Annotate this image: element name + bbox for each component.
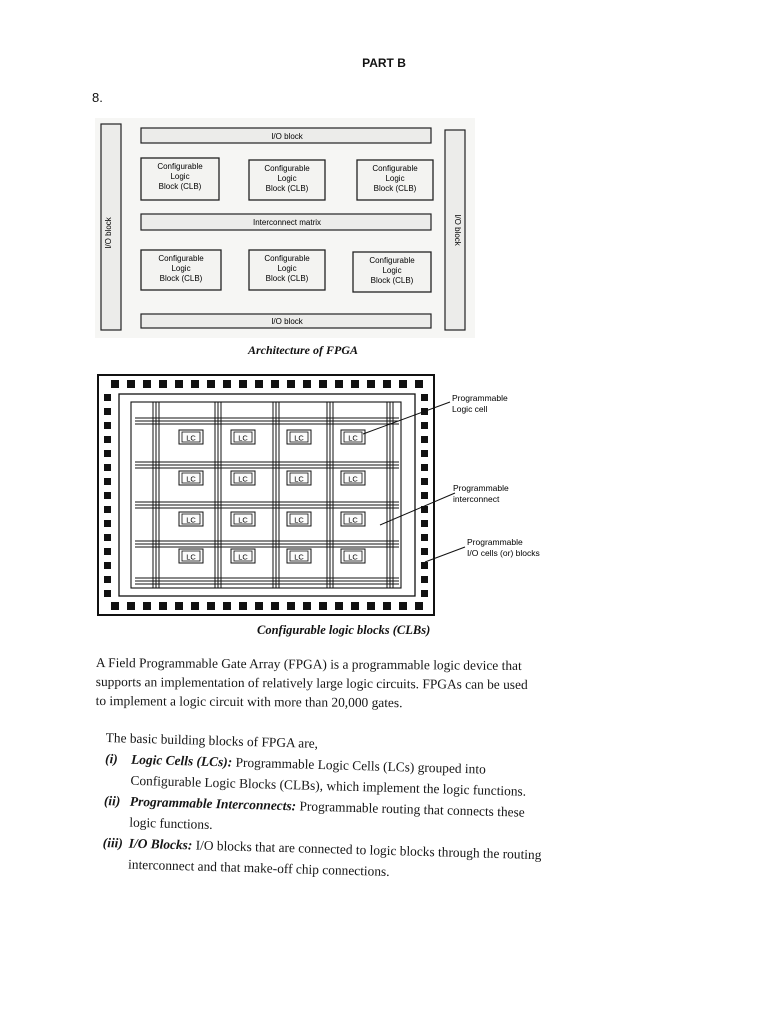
io-pad bbox=[421, 422, 428, 429]
clb-block bbox=[249, 160, 325, 200]
io-pad bbox=[319, 602, 327, 610]
io-pad bbox=[175, 380, 183, 388]
logic-cell-label: LC bbox=[186, 515, 196, 525]
callout-label-interconnect-line2: interconnect bbox=[453, 494, 500, 504]
io-pad bbox=[223, 380, 231, 388]
io-pad bbox=[175, 602, 183, 610]
building-blocks-heading: The basic building blocks of FPGA are, bbox=[105, 729, 319, 751]
io-pad bbox=[421, 464, 428, 471]
svg-text:Logic: Logic bbox=[385, 174, 405, 183]
io-pad bbox=[421, 520, 428, 527]
clb-block bbox=[357, 160, 433, 200]
io-block-right-label: I/O block bbox=[453, 214, 462, 246]
io-pad bbox=[159, 602, 167, 610]
list-item-number: (iii) bbox=[102, 834, 124, 851]
svg-text:Block (CLB): Block (CLB) bbox=[158, 182, 202, 191]
interconnect-matrix-label: Interconnect matrix bbox=[252, 218, 322, 227]
io-pad bbox=[271, 602, 279, 610]
io-pad bbox=[223, 602, 231, 610]
io-pad bbox=[399, 602, 407, 610]
logic-cell-label: LC bbox=[348, 433, 358, 443]
io-pad bbox=[421, 576, 428, 583]
io-pad bbox=[104, 562, 111, 569]
list-item-continuation: logic functions. bbox=[129, 814, 213, 833]
io-pad bbox=[191, 602, 199, 610]
callout-label-logic-cell-line2: Logic cell bbox=[452, 404, 488, 414]
logic-cell-label: LC bbox=[238, 515, 248, 525]
svg-text:Configurable: Configurable bbox=[264, 254, 310, 263]
svg-text:Logic: Logic bbox=[277, 264, 297, 273]
io-pad bbox=[239, 602, 247, 610]
io-pad bbox=[104, 408, 111, 415]
io-pad bbox=[335, 602, 343, 610]
logic-cell-label: LC bbox=[238, 433, 248, 443]
io-pad bbox=[421, 394, 428, 401]
list-item-text: Programmable routing that connects these bbox=[295, 798, 525, 820]
io-pad bbox=[271, 380, 279, 388]
page-heading: PART B bbox=[362, 56, 406, 70]
question-number: 8. bbox=[92, 90, 103, 105]
figure1-caption: Architecture of FPGA bbox=[248, 343, 358, 357]
callout-label-interconnect-line1: Programmable bbox=[453, 483, 509, 493]
io-pad bbox=[104, 548, 111, 555]
io-pad bbox=[421, 548, 428, 555]
svg-text:Logic: Logic bbox=[171, 264, 191, 273]
io-pad bbox=[351, 380, 359, 388]
chip-frame bbox=[98, 375, 434, 615]
svg-text:Configurable: Configurable bbox=[158, 254, 204, 263]
callout-label-logic-cell-line1: Programmable bbox=[452, 393, 508, 403]
io-pad bbox=[319, 380, 327, 388]
io-pad bbox=[111, 380, 119, 388]
svg-text:Block (CLB): Block (CLB) bbox=[265, 274, 309, 283]
svg-text:Block (CLB): Block (CLB) bbox=[159, 274, 203, 283]
logic-cell-label: LC bbox=[238, 552, 248, 562]
logic-cell-label: LC bbox=[186, 433, 196, 443]
building-blocks-section bbox=[102, 727, 666, 890]
io-pad bbox=[421, 562, 428, 569]
logic-cell-label: LC bbox=[238, 474, 248, 484]
list-item-continuation: interconnect and that make-off chip connections. bbox=[127, 856, 390, 879]
logic-cell-label: LC bbox=[348, 515, 358, 525]
list-item-text: Programmable Logic Cells (LCs) grouped into bbox=[232, 754, 486, 777]
intro-line-1: A Field Programmable Gate Array (FPGA) is a programmable logic device that bbox=[95, 654, 522, 673]
io-pad bbox=[104, 450, 111, 457]
io-pad bbox=[421, 534, 428, 541]
io-pad bbox=[367, 380, 375, 388]
io-pad bbox=[351, 602, 359, 610]
logic-cell-label: LC bbox=[294, 552, 304, 562]
svg-text:Configurable: Configurable bbox=[157, 162, 203, 171]
clb-block bbox=[353, 252, 431, 292]
callout-line-interconnect bbox=[380, 493, 455, 525]
io-block-top-label: I/O block bbox=[271, 132, 303, 141]
io-pad bbox=[335, 380, 343, 388]
io-pad bbox=[421, 478, 428, 485]
intro-line-2: supports an implementation of relatively large logic circuits. FPGAs can be used bbox=[95, 673, 528, 693]
io-pad bbox=[104, 436, 111, 443]
io-block-bottom-label: I/O block bbox=[271, 317, 303, 326]
io-pad bbox=[421, 590, 428, 597]
io-pad bbox=[127, 380, 135, 388]
callout-label-io-cells-line2: I/O cells (or) blocks bbox=[467, 548, 540, 558]
callout-line-io-cells bbox=[425, 547, 465, 562]
figure2-caption: Configurable logic blocks (CLBs) bbox=[257, 623, 431, 637]
io-pad bbox=[239, 380, 247, 388]
logic-cell-label: LC bbox=[186, 474, 196, 484]
logic-cell-label: LC bbox=[186, 552, 196, 562]
svg-text:Block (CLB): Block (CLB) bbox=[265, 184, 309, 193]
intro-line-3: to implement a logic circuit with more than 20,000 gates. bbox=[95, 692, 403, 711]
intro-paragraph bbox=[96, 653, 696, 714]
list-item-term: Programmable Interconnects: bbox=[129, 793, 297, 814]
list-item-number: (i) bbox=[104, 750, 118, 767]
logic-cell-label: LC bbox=[348, 474, 358, 484]
io-pad bbox=[383, 602, 391, 610]
clb-block bbox=[141, 158, 219, 200]
io-pad bbox=[143, 380, 151, 388]
io-pad bbox=[303, 602, 311, 610]
list-item-number: (ii) bbox=[103, 792, 121, 809]
svg-text:Block (CLB): Block (CLB) bbox=[370, 276, 414, 285]
callout-label-io-cells-line1: Programmable bbox=[467, 537, 523, 547]
io-pad bbox=[104, 492, 111, 499]
io-pad bbox=[421, 436, 428, 443]
io-pad bbox=[207, 380, 215, 388]
io-pad bbox=[104, 534, 111, 541]
io-pad bbox=[287, 380, 295, 388]
io-pad bbox=[255, 380, 263, 388]
clb-block bbox=[249, 250, 325, 290]
io-pad bbox=[207, 602, 215, 610]
io-pad bbox=[287, 602, 295, 610]
io-pad bbox=[104, 576, 111, 583]
io-pad bbox=[367, 602, 375, 610]
svg-text:Configurable: Configurable bbox=[264, 164, 310, 173]
io-pad bbox=[111, 602, 119, 610]
io-pad bbox=[104, 590, 111, 597]
io-pad bbox=[303, 380, 311, 388]
io-pad bbox=[127, 602, 135, 610]
io-pad bbox=[383, 380, 391, 388]
logic-cell-label: LC bbox=[348, 552, 358, 562]
fpga-architecture-diagram bbox=[95, 118, 475, 338]
clb-block bbox=[141, 250, 221, 290]
svg-text:Block (CLB): Block (CLB) bbox=[373, 184, 417, 193]
io-pad bbox=[421, 450, 428, 457]
io-pad bbox=[104, 520, 111, 527]
svg-text:Configurable: Configurable bbox=[372, 164, 418, 173]
io-pad bbox=[143, 602, 151, 610]
list-item-term: Logic Cells (LCs): bbox=[130, 751, 233, 770]
io-pad bbox=[104, 394, 111, 401]
io-pad bbox=[104, 464, 111, 471]
io-pad bbox=[255, 602, 263, 610]
clb-grid-diagram bbox=[95, 372, 575, 622]
io-block-left-label: I/O block bbox=[104, 217, 113, 249]
io-pad bbox=[104, 422, 111, 429]
io-pad bbox=[104, 478, 111, 485]
svg-text:Logic: Logic bbox=[277, 174, 297, 183]
io-pad bbox=[415, 602, 423, 610]
list-item-text: I/O blocks that are connected to logic blocks through the routing bbox=[192, 837, 542, 863]
io-pad bbox=[421, 492, 428, 499]
logic-cell-label: LC bbox=[294, 515, 304, 525]
io-pad bbox=[104, 506, 111, 513]
logic-cells bbox=[179, 430, 365, 563]
io-pad bbox=[191, 380, 199, 388]
svg-text:Configurable: Configurable bbox=[369, 256, 415, 265]
list-item-term: I/O Blocks: bbox=[128, 835, 193, 853]
io-pad bbox=[159, 380, 167, 388]
io-pad bbox=[415, 380, 423, 388]
svg-text:Logic: Logic bbox=[170, 172, 190, 181]
logic-cell-label: LC bbox=[294, 474, 304, 484]
list-item-continuation: Configurable Logic Blocks (CLBs), which implement the logic functions. bbox=[130, 772, 527, 799]
logic-cell-label: LC bbox=[294, 433, 304, 443]
io-pad bbox=[399, 380, 407, 388]
svg-text:Logic: Logic bbox=[382, 266, 402, 275]
